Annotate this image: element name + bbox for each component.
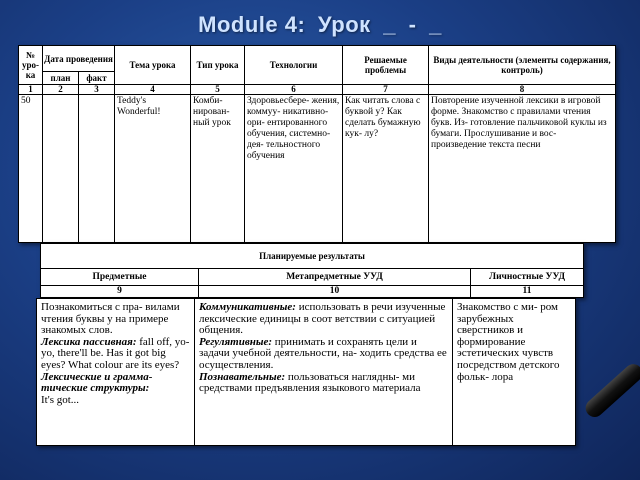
col-number: 5: [191, 85, 245, 95]
cell-type: Комби- нирован- ный урок: [191, 95, 245, 243]
cell-subject-results: [37, 299, 195, 446]
results-body-table: [36, 298, 576, 446]
results-title: Планируемые результаты: [41, 244, 584, 269]
results-header-panel: [40, 243, 584, 298]
header-num: № уро- ка: [19, 46, 43, 85]
header-topic: Тема урока: [115, 46, 191, 85]
header-activities: Виды деятельности (элементы содержания, контроль): [429, 46, 616, 85]
col-number: 1: [19, 85, 43, 95]
results-body-panel: [36, 298, 576, 446]
cell-personal-results: [453, 299, 576, 446]
header-type: Тип урока: [191, 46, 245, 85]
header-date: Дата проведения: [43, 46, 115, 72]
slide-title: [0, 12, 640, 38]
lesson-table: [18, 45, 616, 243]
col-number: 4: [115, 85, 191, 95]
title-dash: -: [408, 12, 417, 37]
personal-text: Знакомство с ми- ром зарубежных сверстников и формирование эстетических чувств посредством детского фольк- лора: [457, 301, 560, 383]
results-col-number: 9: [41, 285, 199, 297]
cog-text: пользоваться наглядны- ми средствами предъявления языкового материала: [199, 370, 421, 395]
cell-meta-results: [195, 299, 453, 446]
cell-activities: Повторение изученной лексики в игровой форме. Знакомство с правилами чтения букв. Из- готовление пальчиковой куклы из бумаги. Прослушивание и вос- произведение текста песни: [429, 95, 616, 243]
cell-fact: [79, 95, 115, 243]
results-col-subject: Предметные: [41, 268, 199, 285]
results-col-number: 11: [471, 285, 584, 297]
results-col-meta: Метапредметные УУД: [199, 268, 471, 285]
cell-plan: [43, 95, 79, 243]
cell-tech: Здоровьесбере- жения, коммуу- никативно-ори- ентированного обучения, системно-дея- тельностного обучения: [245, 95, 343, 243]
title-module: Module 4:: [198, 12, 306, 37]
title-lesson: Урок: [317, 12, 371, 37]
results-header-table: [40, 243, 584, 298]
cell-topic: Teddy's Wonderful!: [115, 95, 191, 243]
passive-vocab-text: fall off, yo-yo, there'll be. Has it got big eyes? What colour are its eyes?: [41, 335, 190, 371]
lesson-table-panel: [18, 45, 616, 243]
col-number: 3: [79, 85, 115, 95]
subject-intro: Познакомиться с пра- вилами чтения буквы y на примере знакомых слов.: [41, 301, 180, 337]
cog-label: Познавательные:: [199, 370, 286, 383]
reg-text: принимать и сохранять цели и задачи учебной деятельности, на- ходить средства ее осуществления.: [199, 335, 447, 371]
comm-text: использовать в речи изученные лексические единицы в соот ветствии с ситуацией общения.: [199, 301, 446, 337]
table-row: [19, 95, 616, 243]
col-number: 8: [429, 85, 616, 95]
col-number: 7: [343, 85, 429, 95]
table-row: [37, 299, 576, 446]
header-date-plan: план: [43, 72, 79, 85]
col-number: 2: [43, 85, 79, 95]
header-problems: Решаемые проблемы: [343, 46, 429, 85]
title-sep-2: _: [429, 12, 442, 37]
col-number: 6: [245, 85, 343, 95]
reg-label: Регулятивные:: [199, 335, 273, 348]
structures-text: It's got...: [41, 393, 80, 406]
structures-label: Лексические и грамма- тические структуры:: [41, 370, 153, 395]
cell-problems: Как читать слова с буквой y? Как сделать бумажную кук- лу?: [343, 95, 429, 243]
header-tech: Технологии: [245, 46, 343, 85]
passive-vocab-label: Лексика пассивная:: [41, 335, 137, 348]
pen-decoration: [582, 360, 640, 420]
header-date-fact: факт: [79, 72, 115, 85]
comm-label: Коммуникативные:: [199, 301, 296, 313]
cell-num: 50: [19, 95, 43, 243]
title-sep-1: _: [383, 12, 397, 37]
results-col-number: 10: [199, 285, 471, 297]
results-col-personal: Личностные УУД: [471, 268, 584, 285]
